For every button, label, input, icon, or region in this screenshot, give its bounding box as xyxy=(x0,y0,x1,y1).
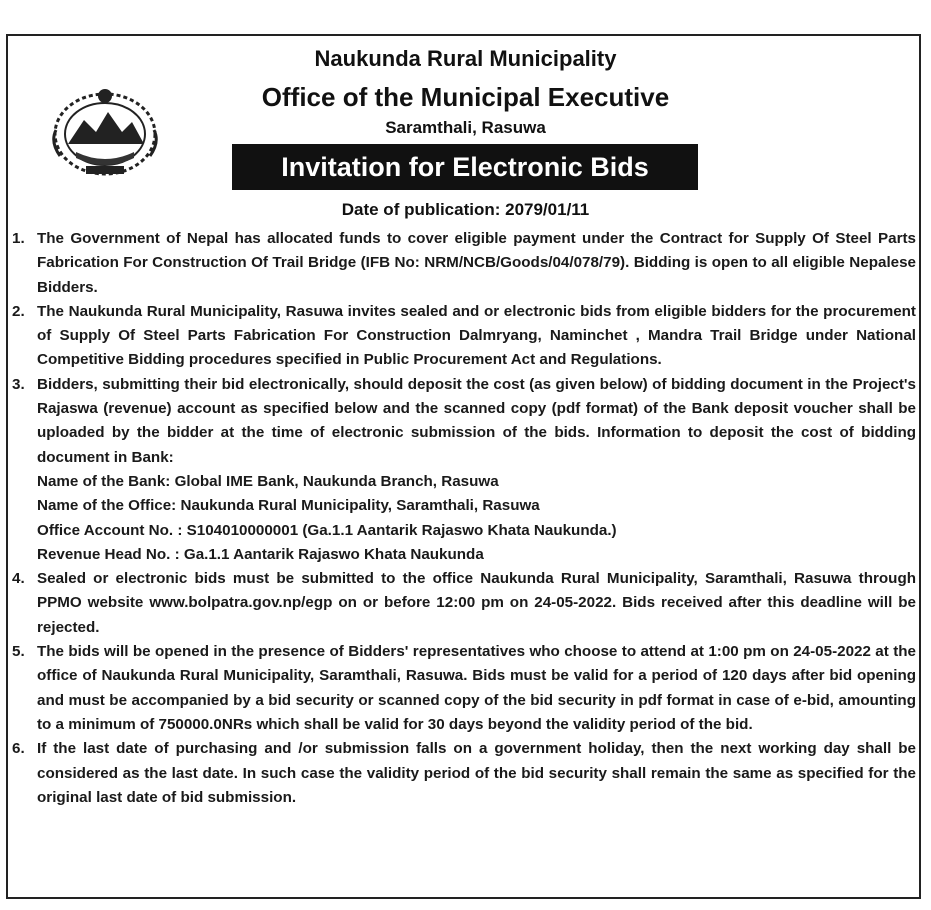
item-number: 2. xyxy=(12,302,25,320)
item-text: The Government of Nepal has allocated funds to cover eligible payment under the Contract for Supply Of Steel Parts Fabrication For Construction Of Trail Bridge (IFB No: NRM/NCB/Goods/04/078/79). Bidding is open to all eligible Nepalese Bidders. xyxy=(37,230,916,296)
revenue-head-label: Revenue Head No. : xyxy=(37,545,180,563)
bank-name-label: Name of the Bank: xyxy=(37,472,171,490)
revenue-head-row xyxy=(37,543,916,567)
office-name-label: Name of the Office: xyxy=(37,497,177,515)
notice-title: Invitation for Electronic Bids xyxy=(232,144,698,190)
publication-date: Date of publication: 2079/01/11 xyxy=(341,200,590,219)
item-text: The bids will be opened in the presence of Bidders' representatives who choose to attend at 1:00 pm on 24-05-2022 at the office of Naukunda Rural Municipality, Saramthali, Rasuwa. Bids must be valid for a period of 120 days after bid opening and must be accompanied by a bid security or scanned copy of the bid security in pdf format in case of e-bid, amounting to a minimum of 750000.0NRs which shall be valid for 30 days beyond the validity period of the bid. xyxy=(37,643,916,733)
notice-body xyxy=(12,227,916,810)
item-text: Bidders, submitting their bid electronically, should deposit the cost (as given below) of bidding document in the Project's Rajaswa (revenue) account as specified below and the scanned copy (pdf format) of the Bank deposit voucher shall be uploaded by the bidder at the time of electronic submission of the bids. Information to deposit the cost of bidding document in Bank: xyxy=(37,375,916,466)
item-number: 6. xyxy=(12,740,25,758)
bank-name-row xyxy=(37,470,916,494)
item-text: If the last date of purchasing and /or submission falls on a government holiday, then the next working day shall be considered as the last date. In such case the validity period of the bid security shall remain the same as specified for the original last date of bid submission. xyxy=(37,740,916,806)
office-location: Saramthali, Rasuwa xyxy=(385,118,546,137)
item-content xyxy=(37,373,916,567)
account-number-label: Office Account No. : xyxy=(37,521,183,539)
revenue-head-value: Ga.1.1 Aantarik Rajaswo Khata Naukunda xyxy=(183,545,484,563)
item-content xyxy=(37,567,916,640)
office-name-row xyxy=(37,494,916,518)
account-number-row xyxy=(37,519,916,543)
list-item xyxy=(12,567,916,640)
account-number-value: S104010000001 (Ga.1.1 Aantarik Rajaswo Khata Naukunda.) xyxy=(186,521,617,539)
item-text: on or before 12:00 pm on 24-05-2022. Bids received after this deadline will be rejected. xyxy=(37,594,916,636)
bank-name-value: Global IME Bank, Naukunda Branch, Rasuwa xyxy=(174,472,499,490)
municipality-name: Naukunda Rural Municipality xyxy=(314,46,617,71)
office-name: Office of the Municipal Executive xyxy=(261,82,670,112)
item-number: 5. xyxy=(12,643,25,661)
list-item xyxy=(12,373,916,567)
item-number: 4. xyxy=(12,570,25,588)
list-item xyxy=(12,640,916,737)
office-name-value: Naukunda Rural Municipality, Saramthali, Rasuwa xyxy=(180,497,540,515)
item-number: 1. xyxy=(12,230,25,247)
list-item xyxy=(12,300,916,373)
item-text: Sealed or electronic bids must be submitted to the office Naukunda Rural Municipality, Saramthali, Rasuwa through PPMO website xyxy=(37,570,916,612)
list-item xyxy=(12,737,916,810)
item-text: The Naukunda Rural Municipality, Rasuwa invites sealed and or electronic bids from eligible bidders for the procurement of Supply Of Steel Parts Fabrication For Construction Dalmryang, Naminchet , Mandra Trail Bridge under National Competitive Bidding procedures specified in Public Procurement Act and Regulations. xyxy=(37,302,916,369)
list-item xyxy=(12,227,916,300)
ppmo-website-link[interactable]: www.bolpatra.gov.np/egp xyxy=(149,594,333,612)
item-number: 3. xyxy=(12,375,25,393)
